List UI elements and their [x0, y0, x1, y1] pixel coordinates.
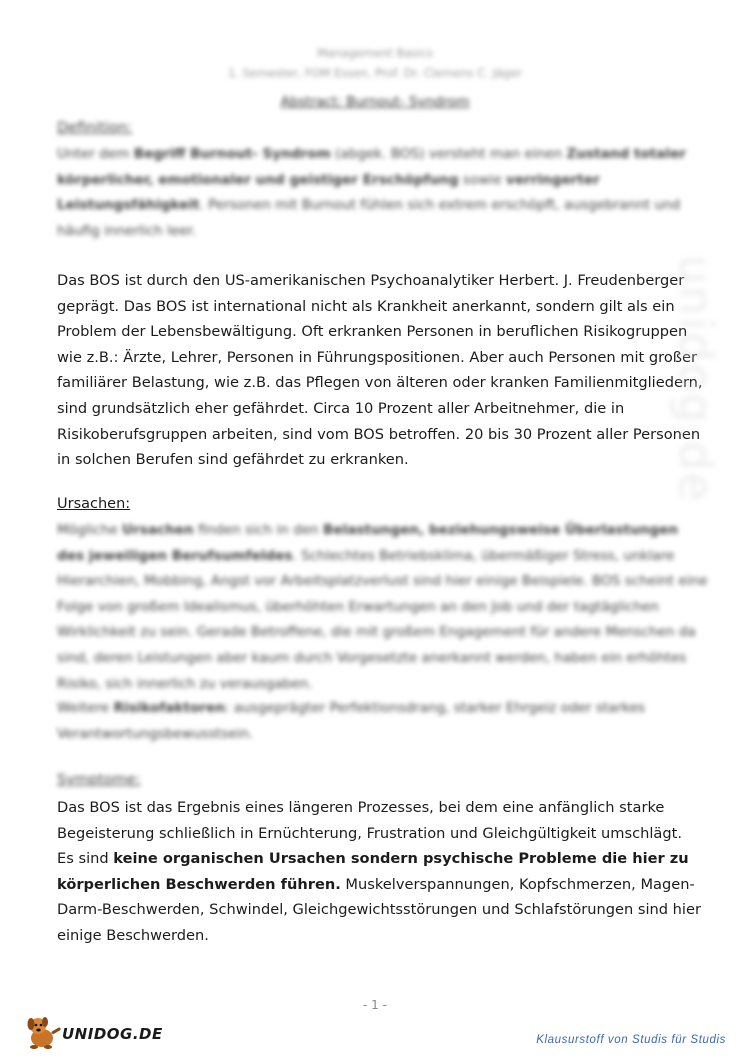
definition-heading: Definition:	[57, 120, 133, 136]
text-segment: : ausgeprägter Perfektionsdrang, starker Ehrgeiz oder starkes Verantwortungsbewusstsein.	[57, 700, 646, 742]
footer-tagline: Klausurstoff von Studis für Studis	[536, 1034, 726, 1046]
definition-paragraph-2: Das BOS ist durch den US-amerikanischen Psychoanalytiker Herbert. J. Freudenberger geprägt. Das BOS ist international nicht als Krankheit anerkannt, sondern gilt als ein Problem der Lebensbewältigung. Oft erkranken Personen in beruflichen Risikogruppen wie z.B.: Ärzte, Lehrer, Personen in Führungspositionen. Aber auch Personen mit großer familiärer Belastung, wie z.B. das Pflegen von älteren oder kranken Familienmitgliedern, sind grundsätzlich eher gefährdet. Circa 10 Prozent aller Arbeitnehmer, die in Risikoberufsgruppen arbeiten, sind vom BOS betroffen. 20 bis 30 Prozent aller Personen in solchen Berufen sind gefährdet zu erkranken.	[57, 272, 703, 469]
text-segment: . Personen mit Burnout fühlen sich extrem erschöpft, ausgebrannt und häufig innerlich leer.	[57, 197, 681, 239]
text-segment: Muskelverspannungen, Kopfschmerzen, Magen-Darm-Beschwerden, Schwindel, Gleichgewichtsstörungen und Schlafstörungen sind hier einige Beschwerden.	[57, 875, 701, 944]
symptoms-heading: Symptome:	[57, 772, 141, 788]
page-number: - 1 -	[363, 998, 387, 1012]
symptoms-paragraph-2	[57, 846, 709, 948]
text-segment: . Schlechtes Betriebsklima, übermäßiger Stress, unklare Hierarchien, Mobbing, Angst vor Arbeitsplatzverlust sind hier einige Beispiele. BOS scheint eine Folge von großem Idealismus, überhöhten Erwartungen an den Job und der tagtäglichen Wirklichkeit zu sein. Gerade Betroffene, die mit großem Engagement für andere Menschen da sind, deren Leistungen aber kaum durch Vorgesetzte anerkannt werden, haben ein erhöhtes Risiko, sich innerlich zu verausgaben.	[57, 547, 708, 692]
header-details: 1. Semester, FOM Essen, Prof. Dr. Clemens C. Jäger	[227, 66, 523, 80]
causes-heading: Ursachen:	[57, 496, 131, 512]
bold-segment: Ursachen	[122, 522, 194, 538]
bold-segment: Risikofaktoren	[113, 700, 225, 716]
unidog-logo	[24, 1012, 163, 1052]
logo-text: UNIDOG.DE	[62, 1025, 163, 1043]
causes-paragraph-2	[57, 696, 709, 747]
header-course: Management Basics	[317, 46, 433, 60]
bold-segment: Zustand totaler körperlicher, emotionaler und geistiger Erschöpfung	[57, 146, 686, 188]
text-segment: Es sind	[57, 850, 114, 867]
text-segment: Weitere	[57, 700, 114, 716]
text-segment: Mögliche	[57, 522, 123, 538]
text-segment: (abgek. BOS) versteht man einen	[330, 146, 567, 162]
bold-segment: keine organischen Ursachen sondern psychische Probleme die hier zu körperlichen Beschwerden führen.	[57, 850, 689, 893]
symptoms-paragraph-1: Das BOS ist das Ergebnis eines längeren Prozesses, bei dem eine anfänglich starke Begeisterung schließlich in Ernüchterung, Frustration und Gleichgültigkeit umschlägt.	[57, 799, 683, 842]
bold-segment: Begriff Burnout- Syndrom	[133, 146, 331, 162]
bold-segment: Belastungen, beziehungsweise Überlastungen des jeweiligen Berufsumfeldes	[57, 522, 679, 564]
dog-icon	[24, 1012, 64, 1052]
document-title: Abstract: Burnout- Syndrom	[280, 94, 470, 110]
text-segment: finden sich in den	[193, 522, 323, 538]
text-segment: Unter dem	[57, 146, 134, 162]
text-segment: sowie	[458, 171, 506, 188]
watermark: unidog.de	[669, 255, 723, 503]
bold-segment: verringerter Leistungsfähigkeit	[57, 171, 600, 214]
causes-paragraph-1	[57, 518, 709, 697]
definition-paragraph-1	[57, 142, 709, 244]
